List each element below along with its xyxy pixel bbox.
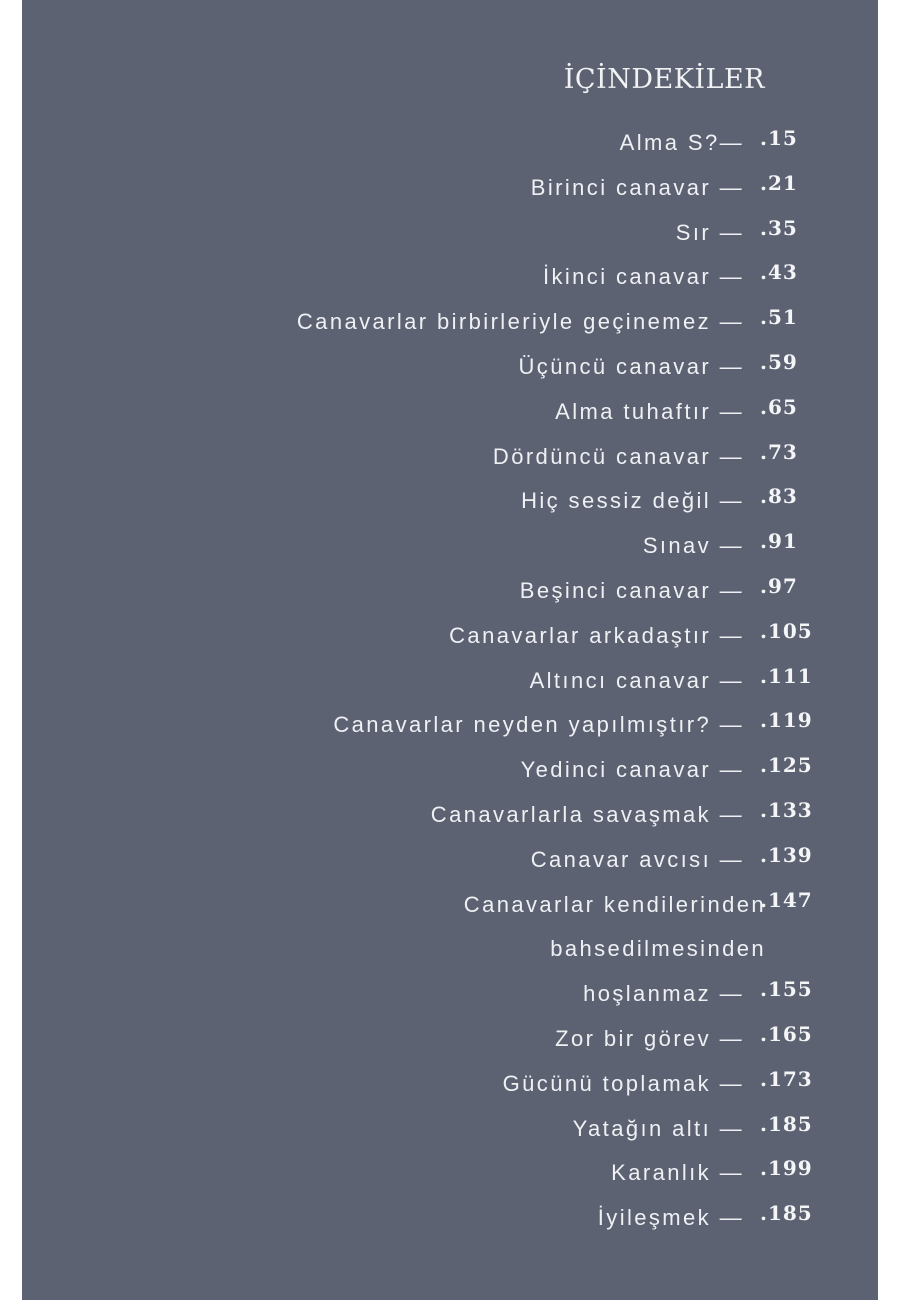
- toc-entry: [22, 747, 878, 792]
- toc-entry-title: Sır —: [675, 219, 744, 245]
- toc-entry: [22, 792, 878, 837]
- toc-entry: [22, 1195, 878, 1240]
- toc-entry-title: Dördüncü canavar —: [492, 443, 744, 469]
- toc-entry-page: .105: [760, 618, 813, 643]
- toc-entry-title: Alma S?—: [619, 130, 744, 155]
- toc-entry: [22, 837, 878, 882]
- toc-entry: [22, 434, 878, 479]
- toc-entry-title: Altıncı canavar —: [529, 667, 744, 693]
- toc-entry-title: Canavarlarla savaşmak —: [430, 801, 744, 827]
- toc-entry-title: Canavarlar arkadaştır —: [449, 622, 744, 648]
- toc-entry: [22, 299, 878, 344]
- toc-entry: [22, 1150, 878, 1195]
- toc-entry-page: .133: [760, 797, 813, 822]
- toc-entry: [22, 926, 878, 971]
- toc-entry-title: Üçüncü canavar —: [518, 353, 744, 379]
- book-page: [22, 0, 878, 1300]
- toc-entry: [22, 120, 878, 165]
- toc-entry-page: .15: [760, 126, 798, 150]
- toc-entry: [22, 523, 878, 568]
- toc-entry-page: .125: [760, 753, 813, 778]
- toc-entry-title: Canavarlar kendilerinden: [463, 891, 766, 917]
- toc-entry: [22, 882, 878, 927]
- toc-entry: [22, 658, 878, 703]
- toc-entry-title: Gücünü toplamak —: [502, 1070, 744, 1096]
- table-of-contents: [22, 120, 878, 1240]
- toc-entry-page: .91: [760, 529, 798, 554]
- toc-entry-page: .59: [760, 349, 798, 374]
- toc-entry: [22, 568, 878, 613]
- toc-entry-page: .83: [760, 484, 798, 509]
- toc-entry: [22, 613, 878, 658]
- toc-entry-title: Birinci canavar —: [530, 174, 744, 200]
- toc-entry-page: .199: [760, 1156, 813, 1181]
- toc-entry-title: Yedinci canavar —: [520, 757, 744, 783]
- toc-entry-page: .185: [760, 1111, 813, 1136]
- toc-entry-title: Sınav —: [642, 533, 744, 559]
- toc-entry: [22, 389, 878, 434]
- toc-entry-title: Beşinci canavar —: [519, 577, 744, 603]
- toc-entry-page: .21: [760, 170, 798, 195]
- toc-entry-page: .173: [760, 1066, 813, 1091]
- toc-entry-page: .185: [760, 1201, 813, 1226]
- toc-entry-page: .43: [760, 260, 798, 285]
- toc-entry-title: Alma tuhaftır —: [555, 398, 744, 424]
- toc-entry-page: .111: [760, 663, 813, 688]
- toc-entry-title: İkinci canavar —: [542, 264, 744, 290]
- toc-entry-page: .165: [760, 1021, 813, 1046]
- toc-entry-page: .155: [760, 977, 813, 1002]
- toc-entry: [22, 344, 878, 389]
- toc-entry-title: Hiç sessiz değil —: [521, 488, 744, 514]
- toc-entry: [22, 478, 878, 523]
- toc-entry-page: .35: [760, 215, 798, 240]
- toc-entry: [22, 165, 878, 210]
- toc-entry: [22, 702, 878, 747]
- toc-entry-title: Zor bir görev —: [555, 1025, 744, 1051]
- toc-entry-title: Karanlık —: [611, 1160, 744, 1186]
- toc-entry-page: .65: [760, 394, 798, 419]
- toc-entry-title: İyileşmek —: [597, 1205, 744, 1231]
- page-title: İÇİNDEKİLER: [563, 64, 765, 95]
- toc-entry-title: Canavarlar birbirleriyle geçinemez —: [296, 309, 744, 335]
- toc-entry-page: .73: [760, 439, 798, 464]
- toc-entry: [22, 1061, 878, 1106]
- toc-entry-title: hoşlanmaz —: [583, 981, 744, 1007]
- toc-entry-page: .51: [760, 305, 798, 330]
- toc-entry-title: Canavar avcısı —: [530, 846, 744, 872]
- toc-entry-page: .147: [760, 887, 813, 912]
- toc-entry: [22, 210, 878, 255]
- toc-entry-page: .119: [760, 708, 813, 733]
- toc-entry-page: .97: [760, 573, 798, 598]
- toc-entry-title: Canavarlar neyden yapılmıştır? —: [333, 712, 744, 738]
- toc-entry: [22, 1016, 878, 1061]
- toc-entry-page: .139: [760, 842, 813, 867]
- toc-entry-title: bahsedilmesinden: [550, 936, 766, 962]
- toc-entry-title: Yatağın altı —: [572, 1115, 744, 1141]
- toc-entry: [22, 971, 878, 1016]
- toc-entry: [22, 254, 878, 299]
- toc-entry: [22, 1106, 878, 1151]
